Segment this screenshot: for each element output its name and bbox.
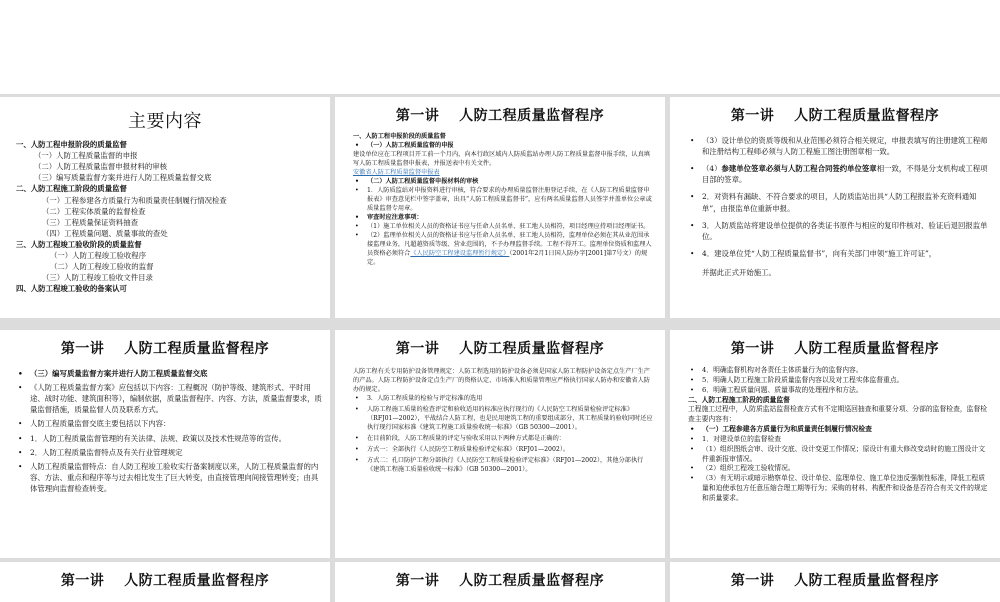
- subsection-heading: • （二）人防工程质量监督申报材料的审核: [353, 178, 653, 187]
- slide-9[interactable]: [670, 562, 1000, 602]
- list-item: • （4）参建单位签章必须与人防工程合同签约单位签章相一致，不得是分支机构或工程项目部的签章。: [688, 163, 988, 185]
- paragraph: • （1）施工单位相关人员的资格证书应与任命人员名单、驻工地人员相符，项目经理应持项目经理证书。: [353, 223, 653, 232]
- outline-list: [16, 139, 326, 295]
- list-item: • （3）设计单位的资质等级和从业范围必须符合相关规定，申报表填写的注册建筑工程师和注册结构工程师必须与人防工程施工图注册图章相一致。: [688, 135, 988, 157]
- outline-heading: 一、人防工程申报阶段的质量监督: [16, 140, 127, 149]
- list-item: • 人防工程施工质量的检查评定和验收适用的标准应执行现行的《人民防空工程质量检验评定标准》（RFJ01—2002），平战结合人防工程，也是民用建筑工程的重要组成部分，其工程质量的验收同时还应执行现行国家标准《建筑工程施工质量验收统一标准》（GB 50300—2001）。: [353, 406, 653, 433]
- outline-subitem: （三）编写质量监督方案并进行人防工程质量监督交底: [34, 173, 212, 183]
- slide-7[interactable]: [0, 562, 330, 602]
- bullet-list: [688, 425, 988, 504]
- paragraph: 人防工程有关专用防护设备管理规定：人防工程选用的防护设备必须是国家人防工程防护设备定点生产厂生产的产品。人防工程防护设备定点生产厂的资格认定、市场准入和质量管理应严格执行国家人防办和安徽省人防办的规定。: [353, 368, 650, 393]
- slide-title: 第一讲 人防工程质量监督程序: [60, 341, 270, 357]
- outline-subitem: （二）人防工程竣工验收的监督: [50, 262, 154, 272]
- slide-title: 第一讲 人防工程质量监督程序: [395, 108, 605, 124]
- outline-heading: 三、人防工程竣工验收阶段的质量监督: [16, 239, 142, 249]
- section-heading: 一、人防工程申报阶段的质量监督: [353, 133, 446, 140]
- list-item: • （2）组织工程竣工验收情况。: [688, 464, 988, 474]
- form-link[interactable]: 安徽省人防工程质量监督申报表: [353, 168, 440, 176]
- slide-5[interactable]: [335, 330, 665, 558]
- slide-title: 主要内容: [128, 111, 202, 132]
- paragraph: 建设单位应在工程项目开工前一个月内，向本行政区域内人防质监站办理人防工程质量监督申报手续，认真填写人防工程质量监督申报表，并报送表中有关文件。: [353, 150, 650, 167]
- top-blank-band: [0, 0, 1000, 94]
- slide-body: [688, 366, 988, 504]
- list-item: • 4．建设单位凭“人防工程质量监督书”，向有关部门申领“施工许可证”，: [688, 248, 988, 259]
- list-item: • 3．人防质监站将建设单位提供的各类证书原件与相应的复印件核对、验证后退回报监单位。: [688, 220, 988, 242]
- slide-4[interactable]: [0, 330, 330, 558]
- slide-body: [16, 368, 322, 497]
- list-item: • 4．明确监督机构对各责任主体质量行为的监督内容。: [688, 366, 988, 376]
- outline-subitem: （四）工程质量问题、质量事故的查处: [42, 228, 168, 238]
- bullet-list: [688, 366, 988, 396]
- outline-subitem: （一）人防工程质量监督的申报: [34, 151, 138, 161]
- emphasis-text: 参建单位签章必须与人防工程合同签约单位签章: [721, 164, 877, 174]
- list-item: • 1．人防工程质量监督管理的有关法律、法规、政策以及技术性规范等的宣传。: [16, 433, 322, 444]
- slide-title: 第一讲 人防工程质量监督程序: [730, 573, 940, 589]
- list-item: • 5．明确人防工程施工阶段质量监督内容以及对工程实体监督重点。: [688, 376, 988, 386]
- regulation-link[interactable]: 《人民防空工程建设监理暂行规定》: [410, 249, 510, 257]
- slide-body: [353, 368, 653, 477]
- slide-title: 第一讲 人防工程质量监督程序: [730, 108, 940, 124]
- list-item: • （三）编写质量监督方案并进行人防工程质量监督交底: [16, 368, 322, 379]
- slide-title: 第一讲 人防工程质量监督程序: [395, 573, 605, 589]
- slide-6[interactable]: [670, 330, 1000, 558]
- slide-title: 第一讲 人防工程质量监督程序: [60, 573, 270, 589]
- outline-subitem: （三）人防工程竣工验收文件目录: [42, 273, 153, 283]
- outline-subitem: （三）工程质量保证资料抽查: [42, 217, 139, 227]
- list-item: • （一）工程参建各方质量行为和质量责任制履行情况检查: [688, 425, 988, 435]
- paragraph-text: （2）监理单位相关人员的资格证书应与任命人员名单、驻工地人员相符，监理单位必须在其从业范围承接监理业务，凡超越资质等级、营业范围的，不予办理监督手续。工程不得开工。监理单位资质和监理人员资格必须符合: [367, 231, 652, 257]
- list-item: • 方式二：孔口防护工程分部执行《人民防空工程质量检验评定标准》（RFJ01—2002），其他分部执行《建筑工程施工质量验收统一标准》（GB 50300—2001）。: [353, 457, 653, 475]
- list-item: • 6．明确工程质量问题、质量事故的处理程序和方法。: [688, 386, 988, 396]
- slide-2[interactable]: [335, 97, 665, 318]
- list-item: • 人防工程质量监督交底主要包括以下内容：: [16, 418, 322, 429]
- list-item: • 方式一：全部执行《人民防空工程质量检验评定标准》（RFJ01—2002）。: [353, 446, 653, 455]
- list-item: • 《人防工程质量监督方案》应包括以下内容：工程概况（防护等级、建筑形式、平时用途、战时功能、建筑面积等），编制依据，质量监督程序、内容、方法，质量监督要求，质量监督措施，质量监督人员及联系方式。: [16, 382, 322, 415]
- slide-8[interactable]: [335, 562, 665, 602]
- slide-title: 第一讲 人防工程质量监督程序: [395, 341, 605, 357]
- outline-heading: 二、人防工程施工阶段的质量监督: [16, 184, 127, 194]
- bullet-list: [688, 135, 988, 259]
- paragraph: • 1．人防质监站对申报资料进行审核，符合要求的办理质量监督注册登记手续，在《人防工程质量监督申报表》审查意见栏中签字盖章，出具“人防工程质量监督书”，应有两名质量监督人员签字并盖单位公章或质量监督专用章。: [353, 187, 653, 214]
- outline-subitem: （一）工程参建各方质量行为和质量责任制履行情况检查: [42, 195, 227, 205]
- outline-subitem: （二）人防工程质量监督申报材料的审核: [34, 162, 168, 172]
- bullet-list: [16, 368, 322, 494]
- list-item: • 人防工程质量监督特点：自人防工程竣工验收实行备案制度以来，人防工程质量监督的内容、方法、重点和程序等与过去相比发生了巨大转变，由直接管理向间接管理转变；由具体管理向监督检查转变。: [16, 461, 322, 494]
- paragraph-tail: 并据此正式开始施工。: [702, 267, 776, 277]
- slide-title: 第一讲 人防工程质量监督程序: [730, 341, 940, 357]
- subsection-heading: • （一）人防工程质量监督的申报: [353, 142, 653, 151]
- paragraph: [353, 232, 653, 268]
- slide-body: [353, 133, 653, 268]
- list-item: • （3）有无明示或暗示勘察单位、设计单位、监理单位、施工单位违反强制性标准，降低工程质量和迫使承包方任意压缩合理工期等行为；采购的材料、构配件和设备是否符合有关文件的规定和质量要求。: [688, 474, 988, 504]
- outline-subitem: （二）工程实体质量的监督检查: [42, 206, 146, 216]
- slide-1[interactable]: [0, 97, 330, 318]
- list-item: • 1．对建设单位的监督检查: [688, 435, 988, 445]
- outline-subitem: （一）人防工程竣工验收程序: [50, 251, 147, 261]
- list-item: • 3．人防工程质量的检验与评定标准的选用: [353, 395, 653, 404]
- list-item: • 2．对资料有漏缺、不符合要求的项目，人防质监站出具“人防工程报监补充资料通知单”，由报监单位重新申报。: [688, 191, 988, 213]
- section-heading: 二、人防工程施工阶段的质量监督: [688, 395, 790, 404]
- list-item: • 2．人防工程质量监督特点及有关行业管理规定: [16, 447, 322, 458]
- paragraph: 工程施工过程中，人防质监站监督检查方式有不定期巡回抽查和重要分项、分部的监督检查，监督检查主要内容有：: [688, 405, 988, 424]
- list-item: • 在目前阶段，人防工程质量的评定与验收采用以下两种方式都是正确的：: [353, 435, 653, 444]
- subsection-heading: • 审查时应注意事项：: [353, 214, 653, 223]
- list-item: • （1）组织图纸会审、设计交底、设计变更工作情况；原设计有重大修改变动时的施工图设计文件重新报审情况。: [688, 445, 988, 465]
- bullet-list: [353, 395, 653, 475]
- outline-heading: 四、人防工程竣工验收的备案认可: [16, 284, 127, 294]
- slide-body: [688, 135, 988, 278]
- slide-3[interactable]: [670, 97, 1000, 318]
- paragraph-text: （2001年2月1日国人防办字[2001]第7号文）的规定。: [367, 249, 648, 266]
